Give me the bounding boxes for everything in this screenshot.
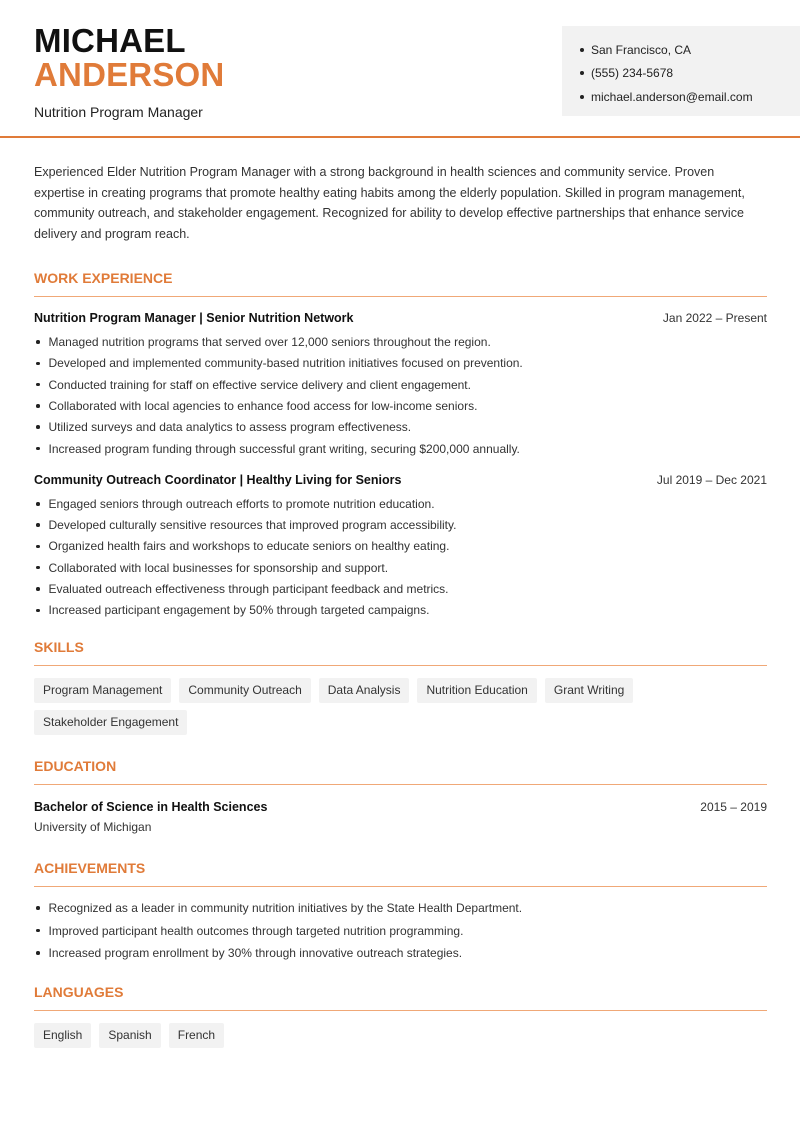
bullet-text: Collaborated with local agencies to enhance food access for low-income seniors. bbox=[48, 398, 478, 413]
section-title-skills: SKILLS bbox=[34, 639, 767, 666]
list-item bbox=[34, 395, 767, 416]
bullet-text: Increased program enrollment by 30% through innovative outreach strategies. bbox=[48, 946, 463, 961]
bullet-text: Recognized as a leader in community nutrition initiatives by the State Health Department. bbox=[48, 901, 523, 916]
last-name: ANDERSON bbox=[34, 56, 225, 93]
achievements-section bbox=[34, 860, 767, 965]
experience-section bbox=[34, 270, 767, 621]
first-name: MICHAEL bbox=[34, 22, 186, 59]
contact-phone bbox=[580, 62, 800, 86]
bullet-icon bbox=[580, 48, 584, 52]
resume-header bbox=[0, 0, 800, 138]
bullet-icon bbox=[580, 95, 584, 99]
job-title: Nutrition Program Manager bbox=[34, 104, 203, 120]
bullet-text: Increased program funding through successful grant writing, securing $200,000 annually. bbox=[48, 441, 520, 456]
bullet-icon bbox=[580, 71, 584, 75]
list-item bbox=[34, 897, 767, 920]
job-bullets bbox=[34, 331, 767, 459]
language-chip: Spanish bbox=[99, 1023, 160, 1048]
section-title-experience: WORK EXPERIENCE bbox=[34, 270, 767, 297]
bullet-text: Organized health fairs and workshops to educate seniors on healthy eating. bbox=[48, 539, 450, 554]
bullet-icon bbox=[36, 609, 40, 613]
job-role: Community Outreach Coordinator | Healthy Living for Seniors bbox=[34, 473, 402, 488]
bullet-icon bbox=[36, 425, 40, 429]
education-years: 2015 – 2019 bbox=[700, 799, 767, 814]
resume-content bbox=[34, 162, 767, 1055]
phone-text: (555) 234-5678 bbox=[591, 66, 674, 81]
bullet-text: Managed nutrition programs that served over 12,000 seniors throughout the region. bbox=[48, 335, 491, 350]
list-item bbox=[34, 514, 767, 535]
list-item bbox=[34, 374, 767, 395]
bullet-icon bbox=[36, 404, 40, 408]
summary: Experienced Elder Nutrition Program Manager with a strong background in health sciences and community service. Proven expertise in creating programs that promote healthy eating habits among the elderly population. Skilled in program management, community outreach, and stakeholder engagement. Recognized for ability to develop effective partnerships that enhance service delivery and program reach. bbox=[34, 165, 745, 241]
skills-section bbox=[34, 639, 767, 742]
bullet-icon bbox=[36, 383, 40, 387]
bullet-text: Evaluated outreach effectiveness through participant feedback and metrics. bbox=[48, 581, 449, 596]
job-entry bbox=[34, 473, 767, 621]
job-header bbox=[34, 311, 767, 325]
contact-location bbox=[580, 38, 800, 62]
bullet-icon bbox=[36, 362, 40, 366]
list-item bbox=[34, 353, 767, 374]
email-text: michael.anderson@email.com bbox=[591, 89, 753, 104]
job-dates: Jan 2022 – Present bbox=[662, 311, 767, 326]
list-item bbox=[34, 417, 767, 438]
skill-chip: Community Outreach bbox=[179, 678, 310, 703]
list-item bbox=[34, 536, 767, 557]
location-text: San Francisco, CA bbox=[591, 42, 692, 57]
bullet-icon bbox=[36, 929, 40, 933]
bullet-icon bbox=[36, 545, 40, 549]
bullet-text: Engaged seniors through outreach efforts to promote nutrition education. bbox=[48, 496, 435, 511]
job-role: Nutrition Program Manager | Senior Nutrition Network bbox=[34, 311, 354, 326]
bullet-text: Developed culturally sensitive resources that improved program accessibility. bbox=[48, 518, 457, 533]
skill-chip: Nutrition Education bbox=[417, 678, 536, 703]
language-chip: French bbox=[169, 1023, 224, 1048]
list-item bbox=[34, 578, 767, 599]
education-school: University of Michigan bbox=[34, 819, 152, 834]
bullet-icon bbox=[36, 447, 40, 451]
bullet-icon bbox=[36, 587, 40, 591]
bullet-text: Collaborated with local businesses for sponsorship and support. bbox=[48, 560, 389, 575]
list-item bbox=[34, 942, 767, 965]
bullet-text: Increased participant engagement by 50% through targeted campaigns. bbox=[48, 603, 430, 618]
list-item bbox=[34, 331, 767, 352]
list-item bbox=[34, 919, 767, 942]
skill-chip: Stakeholder Engagement bbox=[34, 710, 187, 735]
skill-chip: Grant Writing bbox=[545, 678, 633, 703]
section-title-languages: LANGUAGES bbox=[34, 984, 767, 1011]
achievements-list bbox=[34, 897, 767, 965]
bullet-text: Developed and implemented community-based nutrition initiatives focused on prevention. bbox=[48, 356, 523, 371]
education-section bbox=[34, 758, 767, 834]
languages-list bbox=[34, 1023, 767, 1055]
bullet-icon bbox=[36, 906, 40, 910]
language-chip: English bbox=[34, 1023, 91, 1048]
job-dates: Jul 2019 – Dec 2021 bbox=[656, 473, 767, 488]
list-item bbox=[34, 438, 767, 459]
bullet-text: Conducted training for staff on effective service delivery and client engagement. bbox=[48, 377, 471, 392]
education-degree: Bachelor of Science in Health Sciences bbox=[34, 799, 268, 814]
languages-section bbox=[34, 984, 767, 1055]
list-item bbox=[34, 493, 767, 514]
contact-box bbox=[562, 26, 800, 116]
bullet-icon bbox=[36, 523, 40, 527]
job-entry bbox=[34, 311, 767, 459]
section-title-achievements: ACHIEVEMENTS bbox=[34, 860, 767, 887]
bullet-text: Improved participant health outcomes through targeted nutrition programming. bbox=[48, 923, 464, 938]
education-header bbox=[34, 800, 767, 814]
contact-email bbox=[580, 85, 800, 109]
bullet-text: Utilized surveys and data analytics to assess program effectiveness. bbox=[48, 420, 412, 435]
name-block bbox=[34, 24, 224, 120]
skill-chip: Program Management bbox=[34, 678, 171, 703]
list-item bbox=[34, 557, 767, 578]
bullet-icon bbox=[36, 340, 40, 344]
list-item bbox=[34, 600, 767, 621]
skill-chip: Data Analysis bbox=[319, 678, 410, 703]
bullet-icon bbox=[36, 566, 40, 570]
bullet-icon bbox=[36, 951, 40, 955]
job-header bbox=[34, 473, 767, 487]
job-bullets bbox=[34, 493, 767, 621]
skills-list bbox=[34, 678, 767, 742]
section-title-education: EDUCATION bbox=[34, 758, 767, 785]
bullet-icon bbox=[36, 502, 40, 506]
